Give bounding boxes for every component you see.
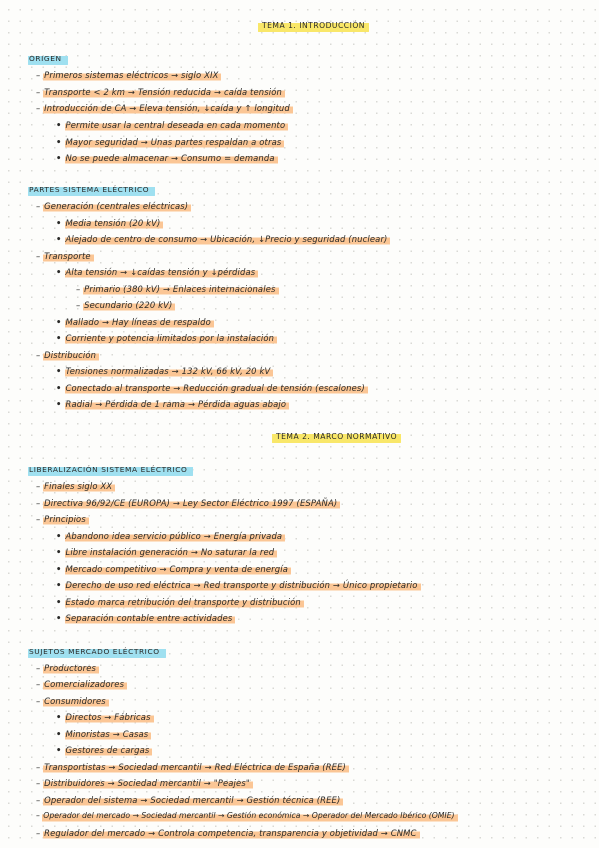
list-item: • Separación contable entre actividades — [56, 611, 235, 625]
list-item: – Principios — [36, 512, 89, 526]
list-item: • Permite usar la central deseada en cada momento — [56, 118, 288, 132]
list-item: – Regulador del mercado → Controla competencia, transparencia y objetividad → CNMC — [36, 826, 420, 840]
partes-heading: PARTES SISTEMA ELÉCTRICO — [28, 183, 155, 197]
list-item: • Mercado competitivo → Compra y venta de energía — [56, 562, 291, 576]
list-item: – Operador del sistema → Sociedad mercantil → Gestión técnica (REE) — [36, 793, 343, 807]
sujetos-heading: SUJETOS MERCADO ELÉCTRICO — [28, 645, 166, 659]
list-item: – Distribución — [36, 348, 99, 362]
list-item: • Gestores de cargas — [56, 743, 152, 757]
tema1-title: TEMA 1. INTRODUCCIÓN — [258, 19, 369, 33]
list-item: • Minoristas → Casas — [56, 727, 151, 741]
list-item: – Secundario (220 kV) — [76, 298, 175, 312]
list-item: – Operador del mercado → Sociedad mercantil → Gestión económica → Operador del Mercado Ibérico (OMIE) — [36, 809, 458, 823]
list-item: – Generación (centrales eléctricas) — [36, 199, 191, 213]
list-item: • No se puede almacenar → Consumo = demanda — [56, 151, 278, 165]
list-item: • Radial → Pérdida de 1 rama → Pérdida aguas abajo — [56, 397, 289, 411]
liberalizacion-heading: LIBERALIZACIÓN SISTEMA ELÉCTRICO — [28, 463, 193, 477]
list-item: – Comercializadores — [36, 677, 127, 691]
list-item: • Tensiones normalizadas → 132 kV, 66 kV, 20 kV — [56, 364, 273, 378]
list-item: – Productores — [36, 661, 99, 675]
list-item: – Transporte — [36, 249, 94, 263]
origen-heading: ORIGEN — [28, 52, 68, 66]
list-item: • Mayor seguridad → Unas partes respaldan a otras — [56, 135, 284, 149]
list-item: • Corriente y potencia limitados por la instalación — [56, 331, 277, 345]
list-item: – Primario (380 kV) → Enlaces internacionales — [76, 282, 279, 296]
list-item: • Alejado de centro de consumo → Ubicación, ↓Precio y seguridad (nuclear) — [56, 232, 390, 246]
list-item: – Primeros sistemas eléctricos → siglo XIX — [36, 68, 221, 82]
list-item: – Transporte < 2 km → Tensión reducida → caída tensión — [36, 85, 285, 99]
list-item: • Estado marca retribución del transporte y distribución — [56, 595, 304, 609]
list-item: – Consumidores — [36, 694, 109, 708]
list-item: – Directiva 96/92/CE (EUROPA) → Ley Sector Eléctrico 1997 (ESPAÑA) — [36, 496, 340, 510]
list-item: • Alta tensión → ↓caídas tensión y ↓pérdidas — [56, 265, 258, 279]
list-item: • Media tensión (20 kV) — [56, 216, 163, 230]
list-item: • Directos → Fábricas — [56, 710, 154, 724]
list-item: – Transportistas → Sociedad mercantil → Red Eléctrica de España (REE) — [36, 760, 349, 774]
list-item: • Abandono idea servicio público → Energía privada — [56, 529, 285, 543]
list-item: – Finales siglo XX — [36, 479, 115, 493]
list-item: • Conectado al transporte → Reducción gradual de tensión (escalones) — [56, 381, 368, 395]
list-item: – Introducción de CA → Eleva tensión, ↓caída y ↑ longitud — [36, 101, 293, 115]
list-item: – Distribuidores → Sociedad mercantil → "Peajes" — [36, 776, 253, 790]
tema2-title: TEMA 2. MARCO NORMATIVO — [272, 430, 401, 444]
list-item: • Libre instalación generación → No saturar la red — [56, 545, 277, 559]
list-item: • Mallado → Hay líneas de respaldo — [56, 315, 214, 329]
list-item: • Derecho de uso red eléctrica → Red transporte y distribución → Único propietario — [56, 578, 421, 592]
